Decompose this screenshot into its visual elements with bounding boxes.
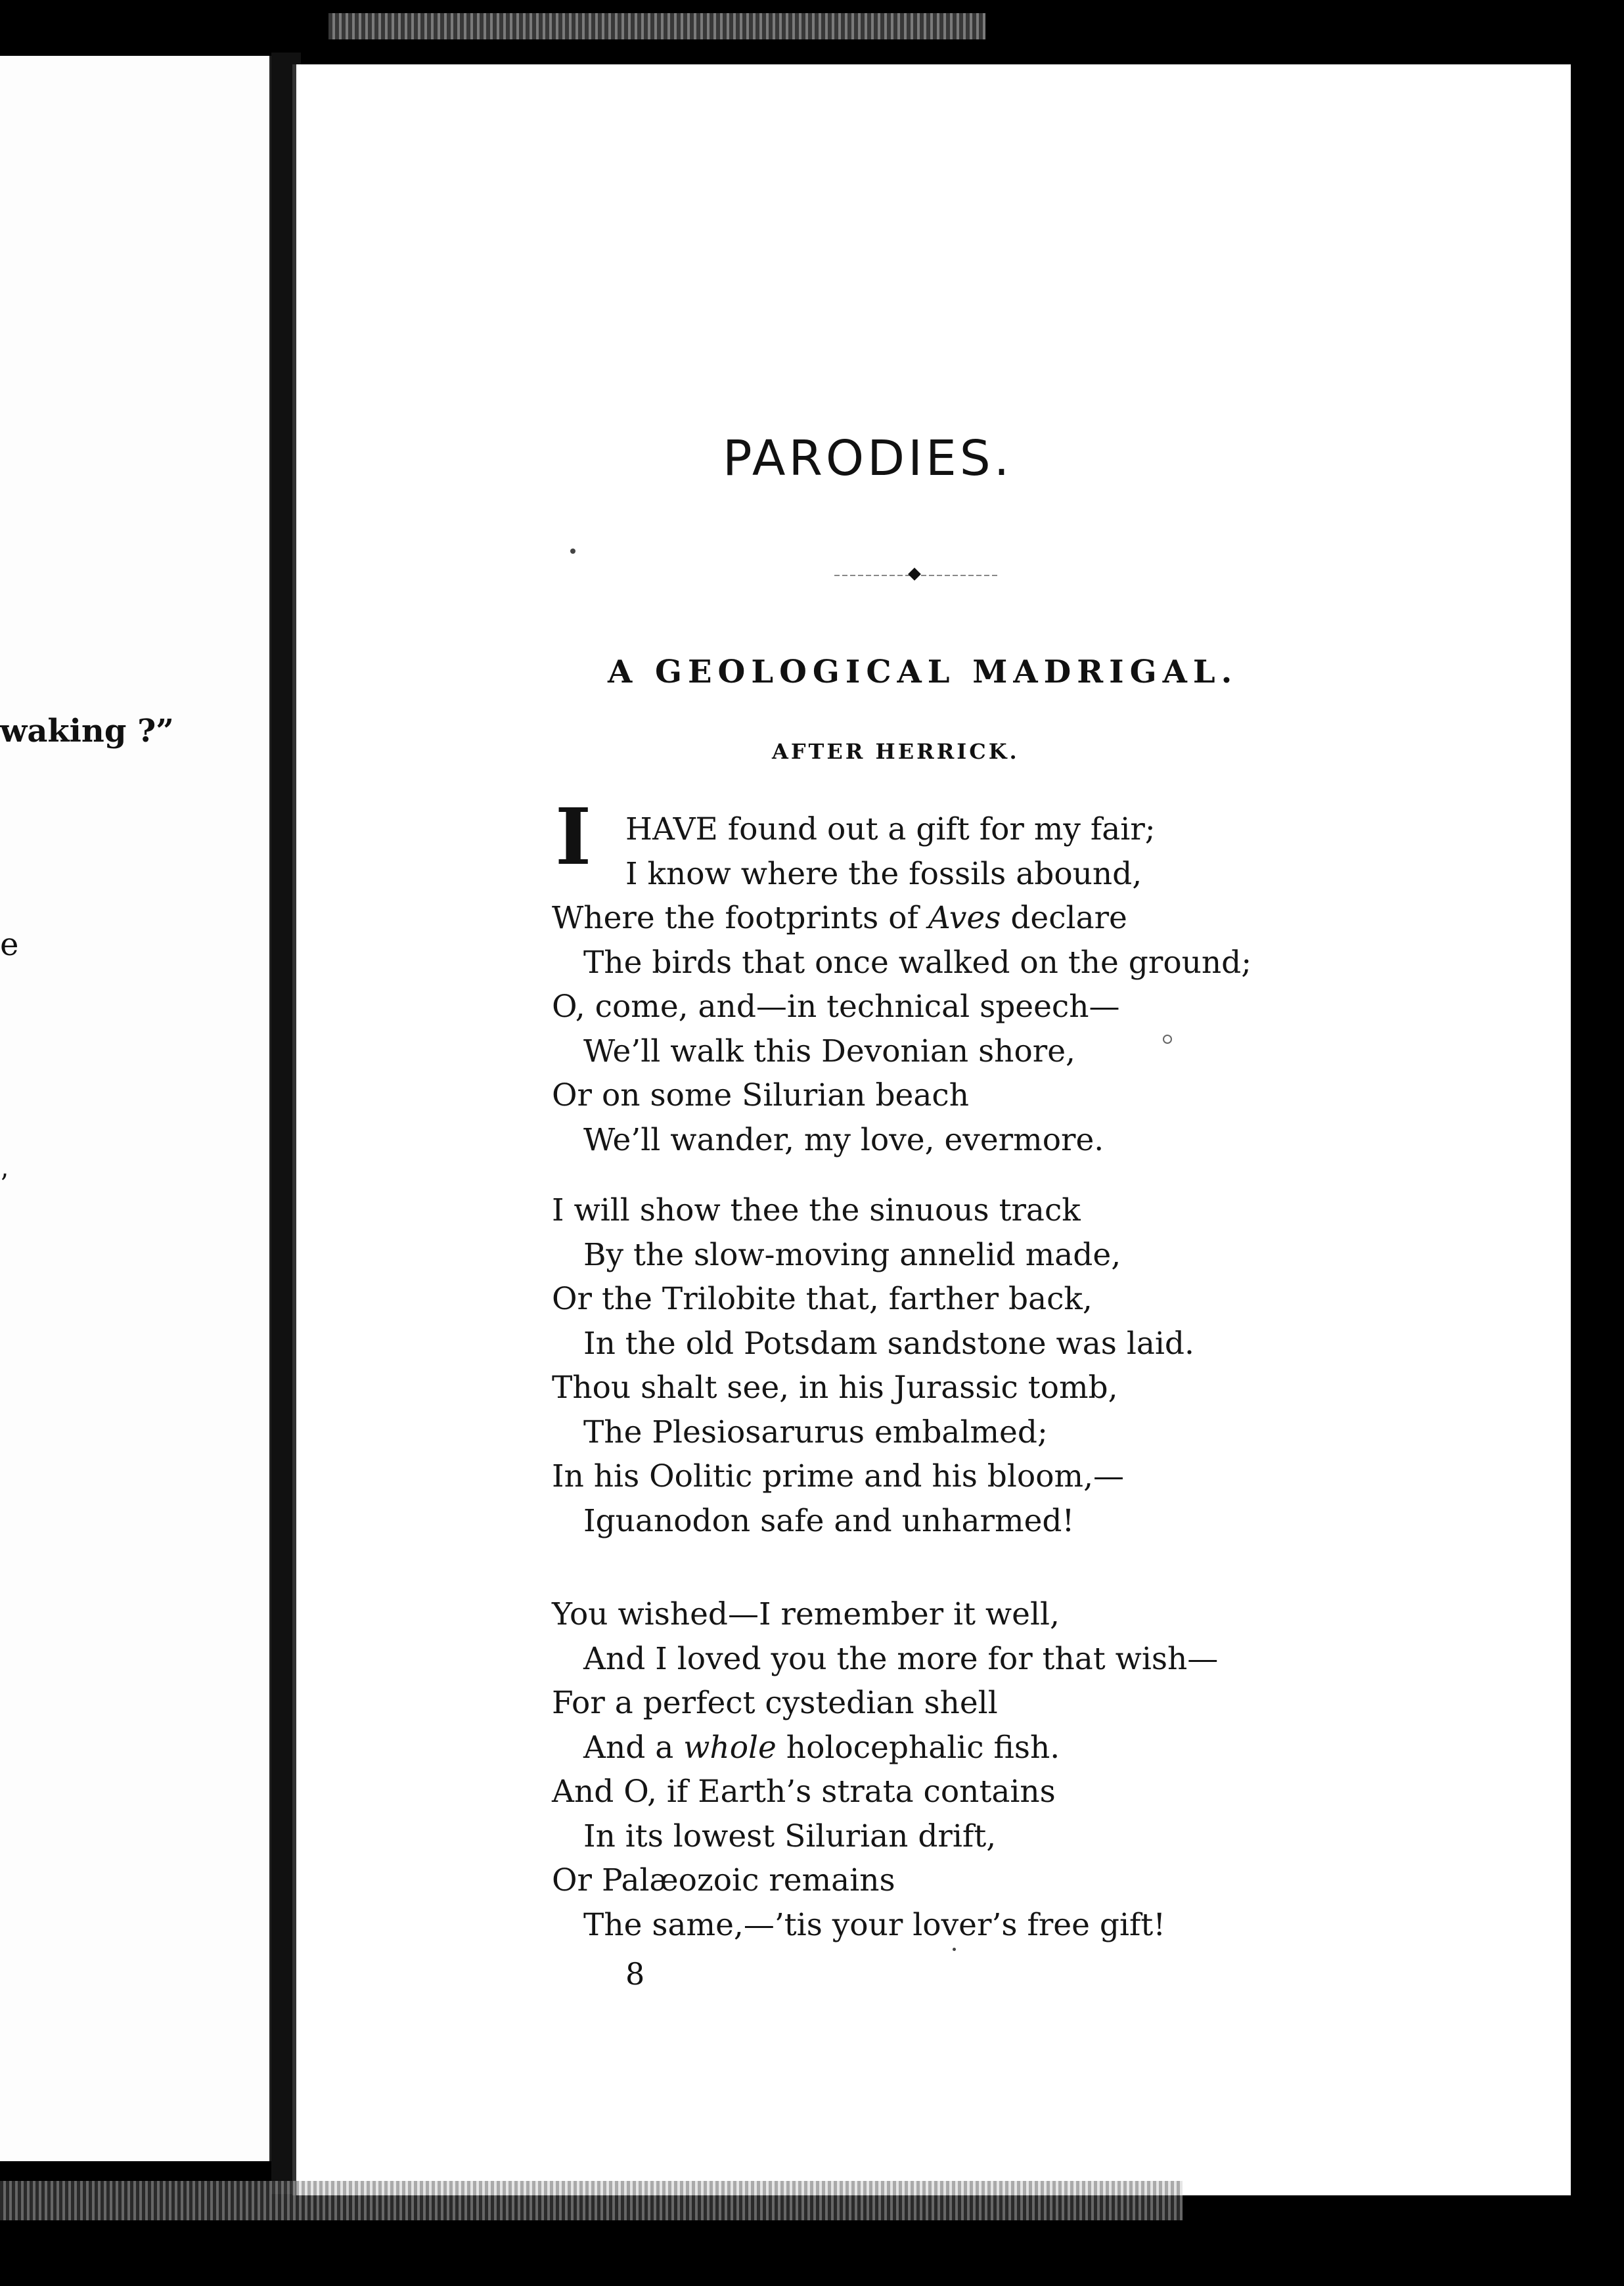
ornament-divider [834, 573, 999, 577]
poem-line-text: I will show thee the sinuous track [552, 1192, 1081, 1228]
poem-line [583, 1641, 1218, 1677]
ink-speck [1163, 1035, 1172, 1044]
poem-line [583, 1237, 1121, 1273]
poem-line [552, 1370, 1118, 1406]
poem-line-text: And O, if Earth’s strata contains [552, 1774, 1056, 1810]
poem-line-text: Or Palæozoic remains [552, 1862, 895, 1898]
poem-line [583, 1033, 1075, 1069]
poem-line-text: O, come, and—in technical speech— [552, 989, 1120, 1025]
poem-line-emphasis: Aves [928, 900, 1001, 936]
poem-line [552, 1077, 969, 1113]
poem-subtitle: AFTER HERRICK. [772, 739, 1020, 764]
left-page-fragment: ’ [0, 1169, 9, 1199]
poem-line-text: Or the Trilobite that, farther back, [552, 1281, 1093, 1317]
poem-line [552, 900, 1127, 936]
left-page-fragment: waking ?” [0, 713, 174, 750]
poem-line-text: We’ll wander, my love, evermore. [583, 1121, 1104, 1158]
poem-line-text: And I loved you the more for that wish— [583, 1640, 1219, 1677]
ink-speck [570, 549, 575, 554]
poem-line-text: The birds that once walked on the ground; [583, 944, 1252, 981]
left-page-fragment: e [0, 926, 19, 963]
poem-line [552, 1685, 998, 1721]
poem-line-text: In its lowest Silurian drift, [583, 1818, 997, 1854]
poem-line-text: Where the footprints of [552, 900, 928, 936]
page-heading: PARODIES. [723, 430, 1013, 487]
poem-line-emphasis: whole [683, 1729, 777, 1766]
ink-speck [953, 1948, 956, 1951]
poem-line [583, 1326, 1194, 1362]
poem-line [552, 1281, 1093, 1317]
poem-line [552, 989, 1120, 1025]
poem-line-text: We’ll walk this Devonian shore, [583, 1033, 1075, 1069]
poem-title: A GEOLOGICAL MADRIGAL. [608, 654, 1238, 690]
scan-edge-top [328, 13, 985, 39]
poem-line [552, 1596, 1060, 1632]
poem-line [625, 811, 1156, 847]
poem-line-text: The Plesiosarurus embalmed; [583, 1414, 1048, 1450]
poem-line-text: The same,—’tis your lover’s free gift! [583, 1906, 1166, 1943]
poem-line-text: Thou shalt see, in his Jurassic tomb, [552, 1370, 1118, 1406]
poem-line-text: In the old Potsdam sandstone was laid. [583, 1325, 1194, 1362]
poem-line [552, 1774, 1056, 1810]
poem-line [552, 1192, 1081, 1228]
poem-line-text: By the slow-moving annelid made, [583, 1236, 1121, 1273]
poem-line-text: declare [1001, 900, 1127, 936]
poem-line [583, 1414, 1048, 1450]
poem-line-text: Or on some Silurian beach [552, 1077, 969, 1113]
poem-line [552, 1458, 1124, 1494]
page-number: 8 [625, 1956, 645, 1992]
poem-line-text: And a [583, 1729, 684, 1766]
poem-line [583, 945, 1252, 981]
poem-line-text: In his Oolitic prime and his bloom,— [552, 1458, 1125, 1494]
poem-line [583, 1503, 1074, 1539]
drop-cap: I [555, 791, 592, 882]
poem-line-text: HAVE found out a gift for my fair; [625, 811, 1156, 847]
scan-edge-bottom [0, 2181, 1183, 2220]
poem-line [583, 1122, 1104, 1158]
poem-line [583, 1818, 996, 1854]
left-page [0, 56, 271, 2161]
poem-line-text: For a perfect cystedian shell [552, 1685, 998, 1721]
poem-line-text: I know where the fossils abound, [625, 855, 1142, 892]
poem-line [552, 1862, 895, 1898]
poem-line-text: holocephalic fish. [776, 1729, 1060, 1766]
poem-line [583, 1730, 1060, 1766]
poem-line-text: Iguanodon safe and unharmed! [583, 1502, 1075, 1539]
poem-line-text: You wished—I remember it well, [552, 1596, 1060, 1632]
poem-line [583, 1907, 1165, 1943]
poem-line [625, 856, 1142, 892]
